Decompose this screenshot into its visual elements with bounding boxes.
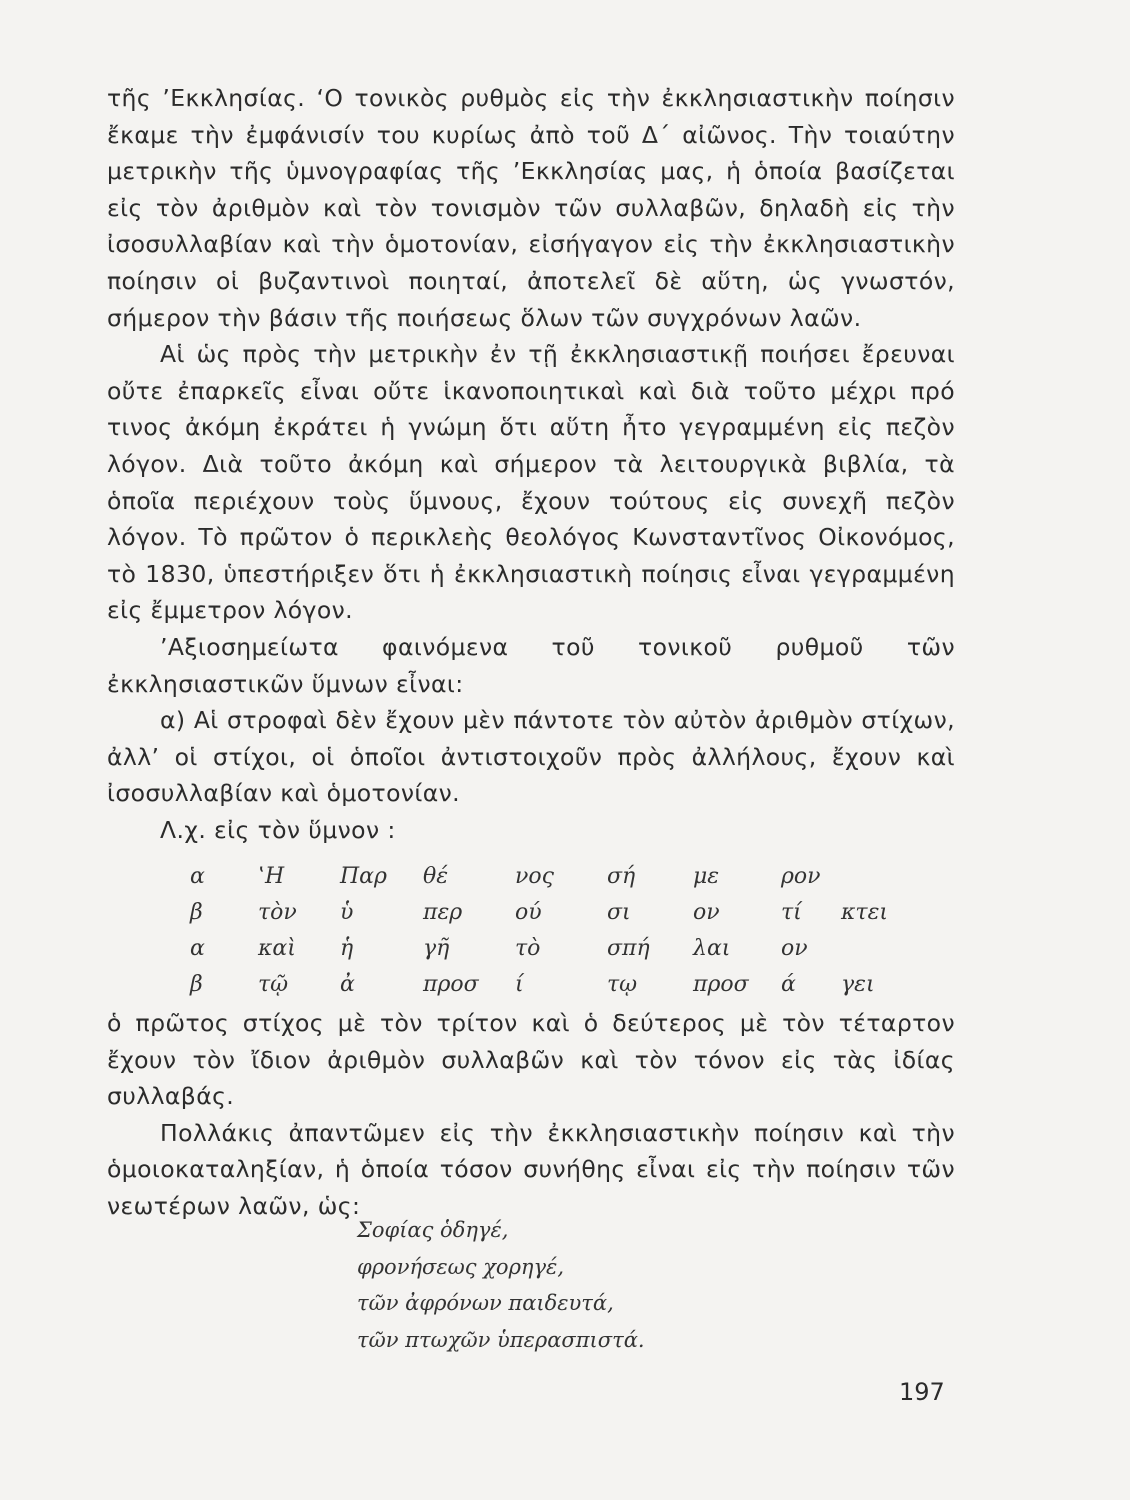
syllable-cell: καὶ — [258, 935, 296, 961]
poem-line: φρονήσεως χορηγέ, — [357, 1254, 564, 1279]
poem-excerpt — [357, 1212, 645, 1358]
syllable-cell: τῳ — [607, 972, 638, 998]
syllable-cell: προσ — [423, 972, 479, 998]
syllable-cell: λαι — [693, 935, 731, 961]
syllable-cell: γει — [841, 972, 875, 998]
syllable-cell: ού — [515, 899, 542, 925]
poem-line: τῶν πτωχῶν ὑπερασπιστά. — [357, 1327, 645, 1352]
paragraph-intro: τῆς ’Εκκλησίας. ‘Ο τονικὸς ρυθμὸς εἰς τὴν ἐκκλησιαστικὴν ποίησιν ἔκαμε τὴν ἐμφάνισίν του κυρίως ἀπὸ τοῦ Δ΄ αἰῶνος. Τὴν τοιαύτην μετρικὴν τῆς ὑμνογραφίας τῆς ’Εκκλησίας μας, ἡ ὁποία βασίζεται εἰς τὸν ἀριθμὸν καὶ τὸν τονισμὸν τῶν συλλαβῶν, δηλαδὴ εἰς τὴν ἰσοσυλλαβίαν καὶ τὴν ὁμοτονίαν, εἰσήγαγον εἰς τὴν ἐκκλησιαστικὴν ποίησιν οἱ βυζαντινοὶ ποιηταί, ἀποτελεῖ δὲ αὕτη, ὡς γνωστόν, σήμερον τὴν βάσιν τῆς ποιήσεως ὅλων τῶν συγχρόνων λαῶν. — [107, 84, 955, 332]
paragraph-phenomena: ’Αξιοσημείωτα φαινόμενα τοῦ τονικοῦ ρυθμοῦ τῶν ἐκκλησιαστικῶν ὕμνων εἶναι: — [107, 632, 955, 698]
page-number: 197 — [899, 1378, 945, 1406]
syllable-cell: ὑ — [340, 899, 354, 925]
syllable-cell: τὸ — [515, 935, 541, 961]
syllable-cell: με — [693, 863, 720, 889]
syllable-cell: Παρ — [340, 863, 387, 889]
body-text-top — [107, 80, 955, 848]
verse-marker: α — [190, 863, 205, 889]
syllable-cell: νος — [515, 863, 554, 889]
syllable-cell: σή — [607, 863, 636, 889]
syllable-cell: τῷ — [258, 972, 289, 998]
verse-marker: β — [190, 899, 203, 925]
syllable-cell: ον — [781, 935, 808, 961]
syllable-cell: ἡ — [340, 935, 354, 961]
verse-marker: β — [190, 972, 203, 998]
syllable-row — [190, 967, 901, 1003]
syllable-table — [190, 858, 901, 1003]
syllable-cell: ‛Η — [258, 863, 285, 889]
syllable-cell: σι — [607, 899, 631, 925]
paragraph-verse-comparison: ὁ πρῶτος στίχος μὲ τὸν τρίτον καὶ ὁ δεύτερος μὲ τὸν τέταρτον ἔχουν τὸν ἴδιον ἀριθμὸν συλλαβῶν καὶ τὸν τόνον εἰς τὰς ἰδίας συλλαβάς. — [107, 1009, 955, 1111]
syllable-row — [190, 930, 901, 966]
syllable-cell: ί — [515, 972, 524, 998]
syllable-cell: ἀ — [340, 972, 355, 998]
verse-marker: α — [190, 935, 205, 961]
poem-line: Σοφίας ὁδηγέ, — [357, 1218, 509, 1242]
syllable-cell: γῆ — [423, 935, 450, 961]
syllable-row — [190, 894, 901, 930]
syllable-cell: ρον — [781, 863, 821, 889]
syllable-cell: τὸν — [258, 899, 297, 925]
syllable-cell: ον — [693, 899, 720, 925]
syllable-cell: σπή — [607, 935, 650, 961]
syllable-cell: προσ — [693, 972, 749, 998]
syllable-row — [190, 858, 901, 894]
syllable-cell — [841, 858, 901, 894]
syllable-cell: ά — [781, 972, 796, 998]
body-text-bottom — [107, 1005, 955, 1225]
paragraph-item-a: α) Αἱ στροφαὶ δὲν ἔχουν μὲν πάντοτε τὸν αὐτὸν ἀριθμὸν στίχων, ἀλλ’ οἱ στίχοι, οἱ ὁποῖοι ἀντιστοιχοῦν πρὸς ἀλλήλους, ἔχουν καὶ ἰσοσυλλαβίαν καὶ ὁμοτονίαν. — [107, 706, 955, 808]
syllable-cell: θέ — [423, 863, 449, 889]
paragraph-research: Αἱ ὡς πρὸς τὴν μετρικὴν ἐν τῇ ἐκκλησιαστικῇ ποιήσει ἔρευναι οὔτε ἐπαρκεῖς εἶναι οὔτε ἱκανοποιητικαὶ καὶ διὰ τοῦτο μέχρι πρό τινος ἀκόμη ἐκράτει ἡ γνώμη ὅτι αὕτη ἦτο γεγραμμένη εἰς πεζὸν λόγον. Διὰ τοῦτο ἀκόμη καὶ σήμερον τὰ λειτουργικὰ βιβλία, τὰ ὁποῖα περιέχουν τοὺς ὕμνους, ἔχουν τούτους εἰς συνεχῆ πεζὸν λόγον. Τὸ πρῶτον ὁ περικλεὴς θεολόγος Κωνσταντῖνος Οἰκονόμος, τὸ 1830, ὑπεστήριξεν ὅτι ἡ ἐκκλησιαστικὴ ποίησις εἶναι γεγραμμένη εἰς ἔμμετρον λόγον. — [107, 340, 955, 625]
poem-line: τῶν ἀφρόνων παιδευτά, — [357, 1291, 614, 1315]
syllable-cell — [841, 930, 901, 966]
example-label: Λ.χ. εἰς τὸν ὕμνον : — [160, 815, 396, 844]
syllable-cell: περ — [423, 899, 463, 925]
paragraph-rhyme: Πολλάκις ἀπαντῶμεν εἰς τὴν ἐκκλησιαστικὴν ποίησιν καὶ τὴν ὁμοιοκαταληξίαν, ἡ ὁποία τόσον συνήθης εἶναι εἰς τὴν ποίησιν τῶν νεωτέρων λαῶν, ὡς: — [107, 1118, 955, 1220]
syllable-cell: κτει — [841, 899, 889, 925]
syllable-cell: τί — [781, 899, 802, 925]
